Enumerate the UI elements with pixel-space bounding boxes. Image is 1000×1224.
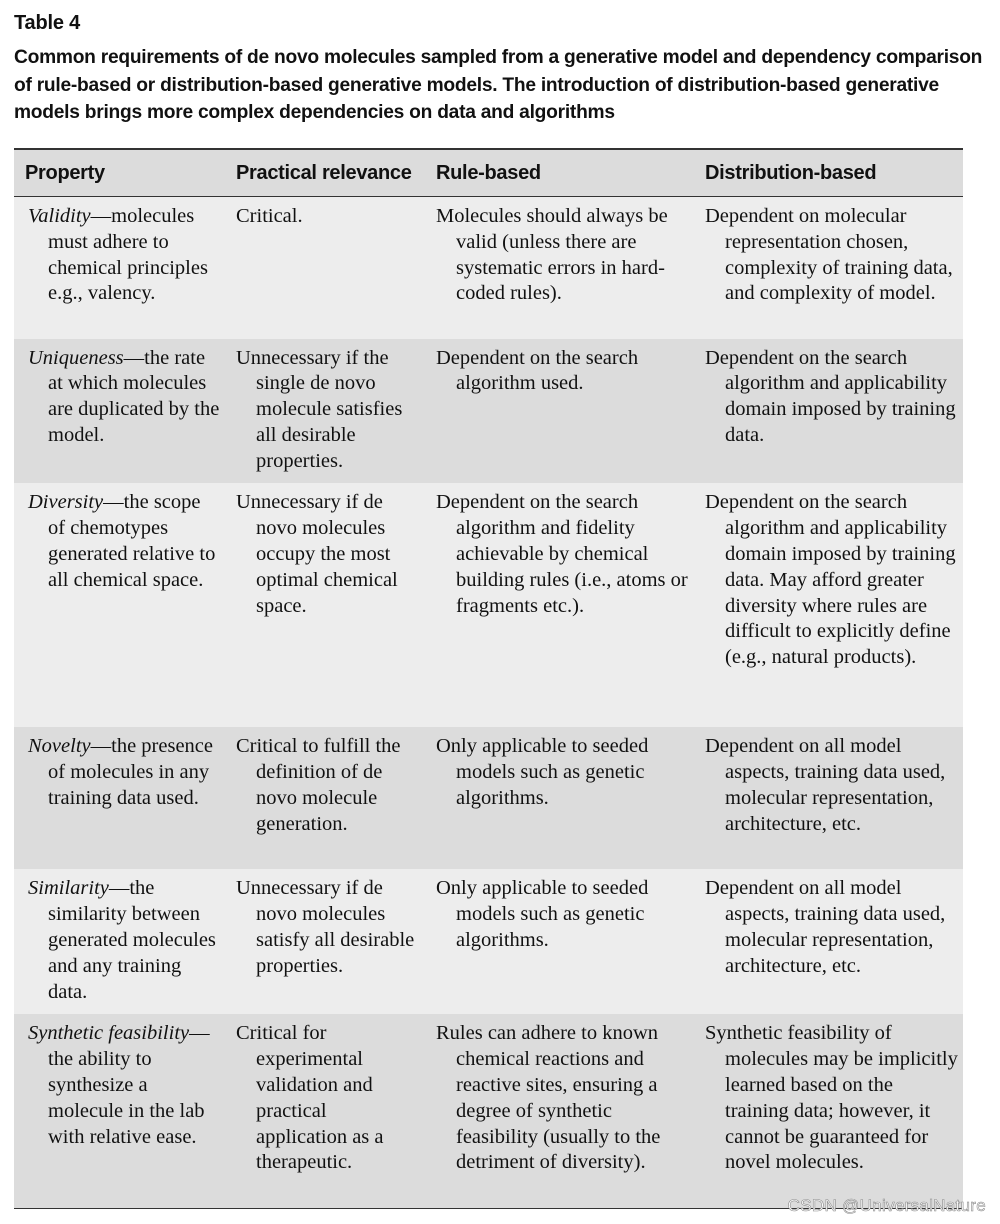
header-distribution-based: Distribution-based <box>705 161 877 184</box>
table-row <box>14 339 963 484</box>
header-practical-relevance: Practical relevance <box>236 161 412 184</box>
property-term: Uniqueness <box>28 346 124 369</box>
distribution-based-cell: Synthetic feasibility of molecules may be implicitly learned based on the training data; however, it cannot be guaranteed for novel molecules. <box>705 1022 958 1174</box>
relevance-cell: Critical to fulfill the definition of de novo molecule generation. <box>236 735 401 835</box>
property-cell <box>14 339 226 484</box>
table-header-row <box>14 149 963 197</box>
distribution-based-cell: Dependent on the search algorithm and applicability domain imposed by training data. <box>705 346 956 446</box>
table-label: Table 4 <box>14 12 81 34</box>
relevance-cell: Unnecessary if the single de novo molecule satisfies all desirable properties. <box>236 346 403 472</box>
table-caption: Common requirements of de novo molecules sampled from a generative model and dependency comparison of rule-based or distribution-based generative models. The introduction of distribution-based generative models brings more complex dependencies on data and algorithms <box>14 47 983 123</box>
table-row <box>14 727 963 869</box>
distribution-based-cell: Dependent on molecular representation chosen, complexity of training data, and complexity of model. <box>705 205 953 305</box>
distribution-based-cell: Dependent on all model aspects, training data used, molecular representation, architecture, etc. <box>705 735 946 835</box>
rule-based-cell: Dependent on the search algorithm used. <box>436 346 639 395</box>
rule-based-cell: Only applicable to seeded models such as genetic algorithms. <box>436 735 649 810</box>
relevance-cell: Unnecessary if de novo molecules occupy the most optimal chemical space. <box>236 491 398 617</box>
table-row <box>14 197 963 339</box>
table-row <box>14 483 963 727</box>
property-term: Validity <box>28 205 91 227</box>
property-description: —the ability to synthesize a molecule in the lab with relative ease. <box>48 1022 210 1148</box>
property-description: —the similarity between generated molecules and any training data. <box>48 877 216 1003</box>
relevance-cell: Critical. <box>236 205 303 227</box>
rule-based-cell: Rules can adhere to known chemical reactions and reactive sites, ensuring a degree of synthetic feasibility (usually to the detriment of diversity). <box>436 1022 661 1174</box>
distribution-based-cell: Dependent on the search algorithm and applicability domain imposed by training data. May afford greater diversity where rules are difficult to explicitly define (e.g., natural products). <box>705 491 956 669</box>
relevance-cell: Unnecessary if de novo molecules satisfy all desirable properties. <box>236 877 415 977</box>
table-row <box>14 1014 963 1208</box>
property-description: —the rate at which molecules are duplicated by the model. <box>48 346 220 446</box>
property-cell <box>14 197 226 339</box>
property-term: Novelty <box>28 735 91 758</box>
property-term: Diversity <box>28 491 104 514</box>
property-cell <box>14 1014 226 1208</box>
property-cell <box>14 483 226 727</box>
property-description: —molecules must adhere to chemical principles e.g., valency. <box>48 205 208 305</box>
watermark: CSDN @UniversalNature <box>787 1196 986 1215</box>
rule-based-cell: Molecules should always be valid (unless there are systematic errors in hard-coded rules). <box>436 205 668 305</box>
requirements-table-container <box>14 148 963 1209</box>
property-cell <box>14 727 226 869</box>
relevance-cell: Critical for experimental validation and practical application as a therapeutic. <box>236 1022 384 1174</box>
distribution-based-cell: Dependent on all model aspects, training data used, molecular representation, architecture, etc. <box>705 877 946 977</box>
property-term: Synthetic feasibility <box>28 1022 190 1045</box>
property-cell <box>14 869 226 1014</box>
property-term: Similarity <box>28 877 109 900</box>
header-property: Property <box>25 161 105 184</box>
header-rule-based: Rule-based <box>436 161 541 184</box>
table-row <box>14 869 963 1014</box>
property-description: —the presence of molecules in any training data used. <box>48 735 213 810</box>
rule-based-cell: Only applicable to seeded models such as genetic algorithms. <box>436 877 649 952</box>
requirements-table <box>14 148 963 1209</box>
rule-based-cell: Dependent on the search algorithm and fidelity achievable by chemical building rules (i.e., atoms or fragments etc.). <box>436 491 688 617</box>
property-description: —the scope of chemotypes generated relative to all chemical space. <box>48 491 216 591</box>
